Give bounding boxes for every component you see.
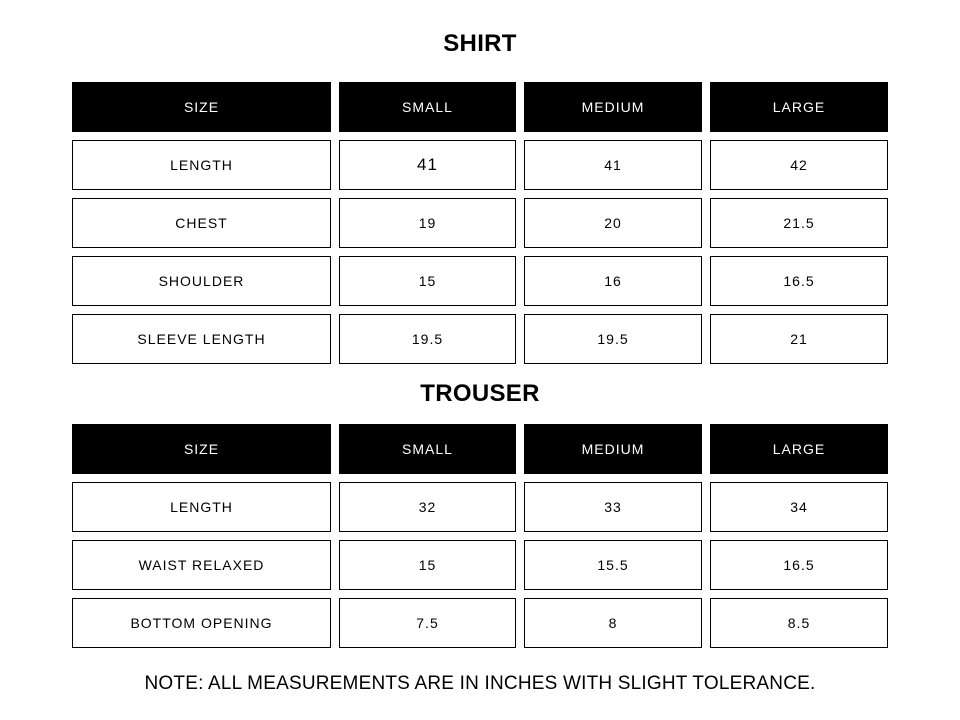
trouser-header-medium: MEDIUM (524, 424, 702, 474)
shirt-cell-value: 19 (339, 198, 516, 248)
shirt-cell-value: 16.5 (710, 256, 888, 306)
trouser-row-label: WAIST RELAXED (72, 540, 331, 590)
trouser-cell-value: 32 (339, 482, 516, 532)
trouser-cell-value: 16.5 (710, 540, 888, 590)
shirt-cell-value: 41 (524, 140, 702, 190)
shirt-cell-value: 21.5 (710, 198, 888, 248)
trouser-cell-value: 8 (524, 598, 702, 648)
trouser-cell-value: 33 (524, 482, 702, 532)
trouser-cell-value: 8.5 (710, 598, 888, 648)
trouser-header-small: SMALL (339, 424, 516, 474)
shirt-header-small: SMALL (339, 82, 516, 132)
trouser-title: TROUSER (420, 380, 540, 407)
shirt-header-size: SIZE (72, 82, 331, 132)
trouser-cell-value: 34 (710, 482, 888, 532)
trouser-cell-value: 7.5 (339, 598, 516, 648)
trouser-cell-value: 15 (339, 540, 516, 590)
shirt-row-label: CHEST (72, 198, 331, 248)
shirt-header-large: LARGE (710, 82, 888, 132)
trouser-header-large: LARGE (710, 424, 888, 474)
shirt-cell-value: 42 (710, 140, 888, 190)
shirt-cell-value: 15 (339, 256, 516, 306)
shirt-cell-value: 19.5 (524, 314, 702, 364)
shirt-cell-value: 21 (710, 314, 888, 364)
trouser-row-label: BOTTOM OPENING (72, 598, 331, 648)
shirt-title: SHIRT (443, 30, 517, 57)
shirt-cell-value: 41 (339, 140, 516, 190)
trouser-cell-value: 15.5 (524, 540, 702, 590)
shirt-row-label: SHOULDER (72, 256, 331, 306)
trouser-row-label: LENGTH (72, 482, 331, 532)
shirt-cell-value: 19.5 (339, 314, 516, 364)
measurement-note: NOTE: ALL MEASUREMENTS ARE IN INCHES WITH SLIGHT TOLERANCE. (144, 673, 816, 694)
shirt-cell-value: 16 (524, 256, 702, 306)
shirt-row-label: SLEEVE LENGTH (72, 314, 331, 364)
shirt-row-label: LENGTH (72, 140, 331, 190)
trouser-header-size: SIZE (72, 424, 331, 474)
shirt-header-medium: MEDIUM (524, 82, 702, 132)
shirt-cell-value: 20 (524, 198, 702, 248)
